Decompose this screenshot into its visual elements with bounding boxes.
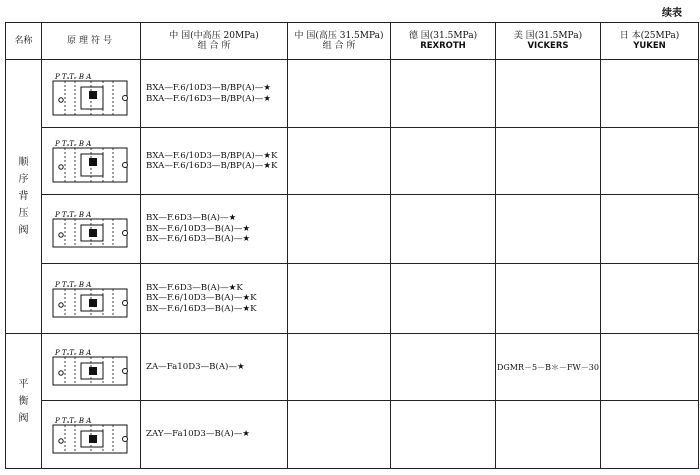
header-name: 名称 [6, 23, 42, 60]
vickers-model: DGMR－5－B＊－FW－30 [496, 334, 601, 401]
group-name-sequence-backpressure: 顺 序 背 压 阀 [6, 60, 42, 334]
symbol-port-labels: P TₐTₑ B A [55, 416, 92, 425]
table-row [6, 264, 699, 334]
header-china-315: 中 国(高压 31.5MPa) 组 合 所 [288, 23, 391, 60]
valve-comparison-table [5, 22, 699, 469]
valve-symbol-cell [42, 334, 141, 401]
valve-symbol-cell [42, 128, 141, 195]
table-row [6, 60, 699, 128]
table-row [6, 401, 699, 469]
valve-symbol-diagram [51, 347, 131, 387]
symbol-port-labels: P TₐTₑ B A [55, 349, 92, 357]
valve-symbol-diagram [51, 138, 131, 184]
header-germany: 德 国(31.5MPa) REXROTH [391, 23, 496, 60]
header-row [6, 23, 699, 60]
model-cell: ZA—Fa10D3—B(A)—★ [141, 334, 288, 401]
valve-symbol-cell [42, 60, 141, 128]
valve-symbol-cell [42, 195, 141, 264]
table-row [6, 195, 699, 264]
header-symbol: 原理符号 [42, 23, 141, 60]
valve-symbol-diagram [51, 279, 131, 319]
valve-symbol-diagram [51, 209, 131, 249]
model-cell: BX—F.6D3—B(A)—★K BX—F.6/10D3—B(A)—★K BX—F.6/16D3—B(A)—★K [141, 264, 288, 334]
continued-label: 续表 [662, 8, 682, 19]
valve-symbol-cell [42, 264, 141, 334]
table-row [6, 334, 699, 401]
symbol-port-labels: P TₐTₑ B A [55, 140, 92, 148]
valve-symbol-diagram [51, 71, 131, 117]
model-cell: BXA—F.6/10D3—B/BP(A)—★ BXA—F.6/16D3—B/BP(A)—★ [141, 60, 288, 128]
header-usa: 美 国(31.5MPa) VICKERS [496, 23, 601, 60]
table-row [6, 128, 699, 195]
header-china-20: 中 国(中高压 20MPa) 组 合 所 [141, 23, 288, 60]
header-japan: 日 本(25MPa) YUKEN [601, 23, 699, 60]
group-name-balance-valve: 平 衡 阀 [6, 334, 42, 469]
symbol-port-labels: P TₐTₑ B A [55, 72, 92, 81]
symbol-port-labels: P TₐTₑ B A [55, 280, 92, 289]
symbol-port-labels: P TₐTₑ B A [55, 211, 92, 219]
model-cell: BXA—F.6/10D3—B/BP(A)—★K BXA—F.6/16D3—B/BP(A)—★K [141, 128, 288, 195]
valve-symbol-diagram [51, 415, 131, 455]
valve-symbol-cell [42, 401, 141, 469]
model-cell: BX—F.6D3—B(A)—★ BX—F.6/10D3—B(A)—★ BX—F.6/16D3—B(A)—★ [141, 195, 288, 264]
model-cell: ZAY—Fa10D3—B(A)—★ [141, 401, 288, 469]
